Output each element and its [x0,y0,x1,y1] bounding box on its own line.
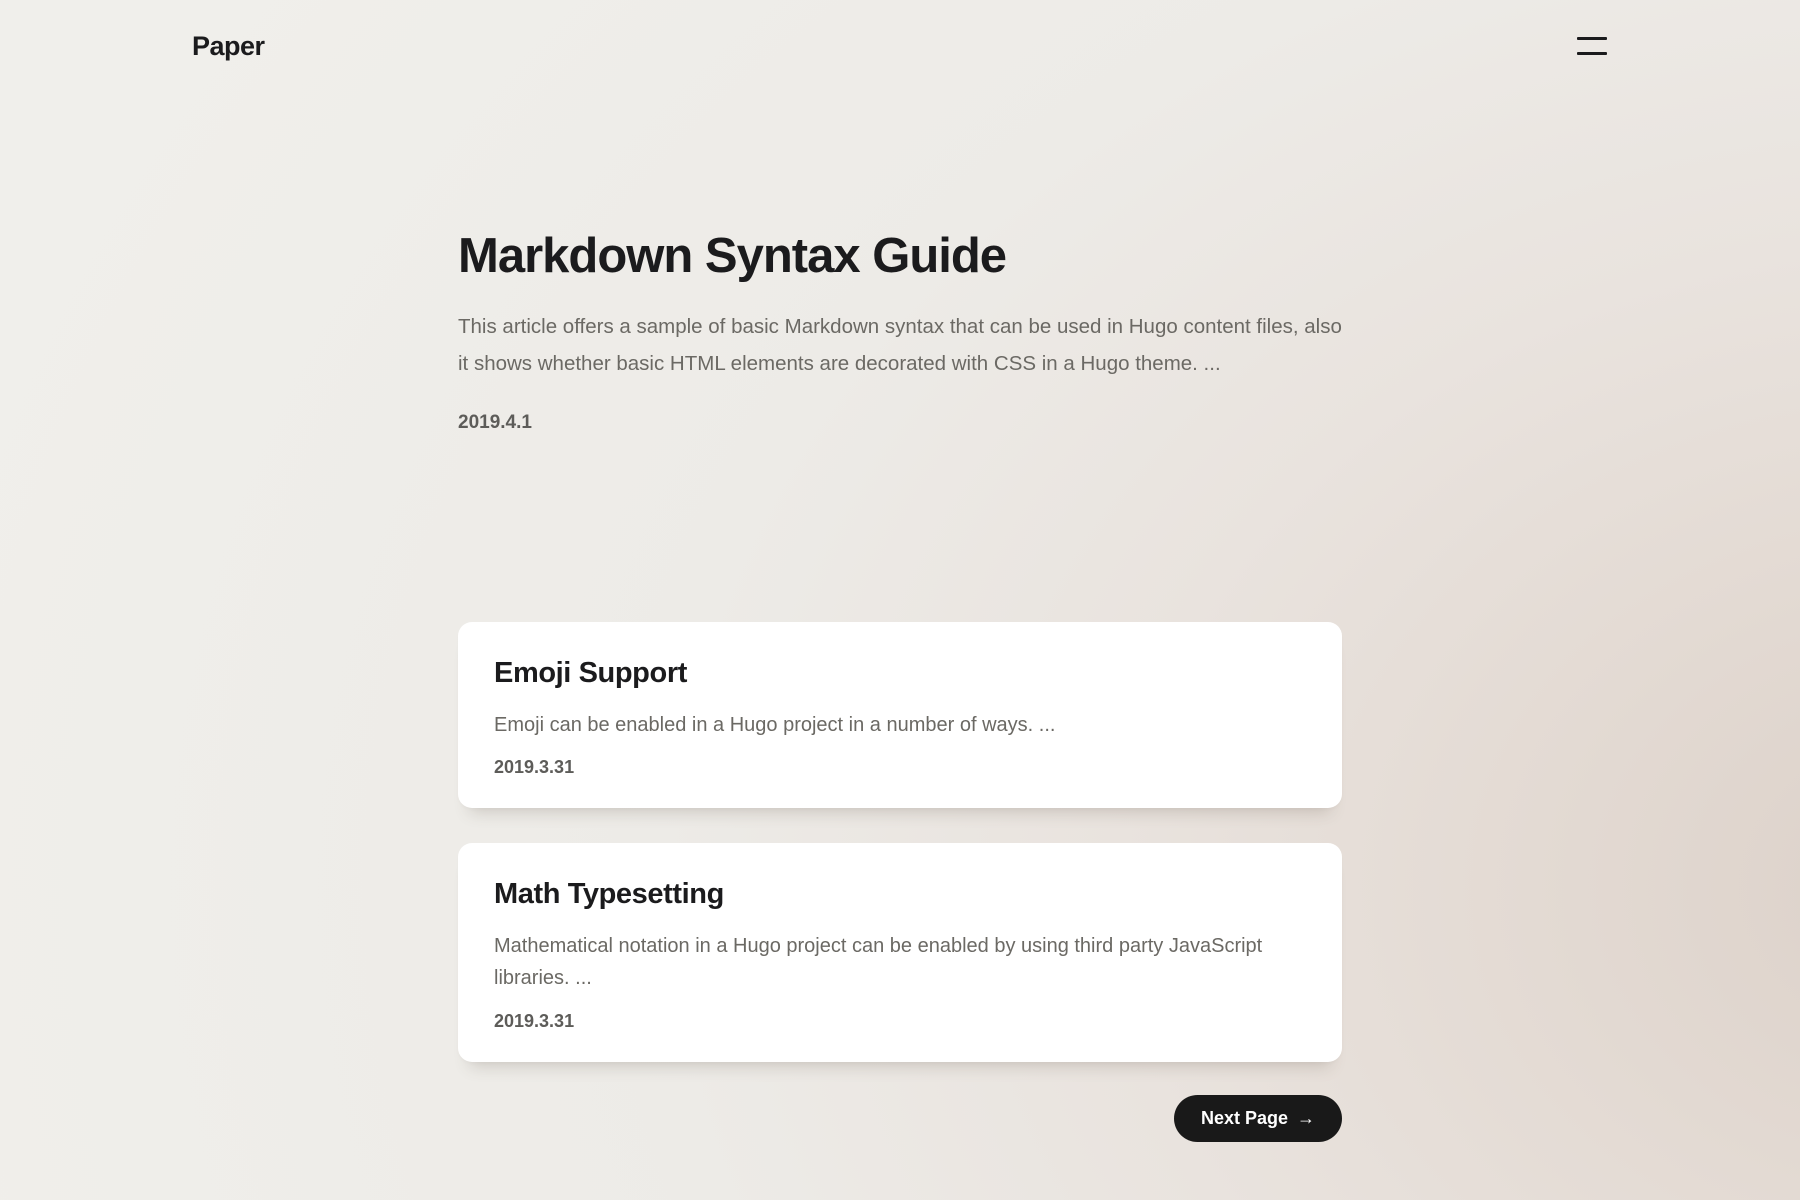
arrow-right-icon: → [1297,1108,1315,1129]
menu-button[interactable] [1576,31,1608,61]
next-page-button[interactable] [1174,1095,1342,1142]
post-date: 2019.3.31 [494,1010,575,1031]
featured-post-title[interactable]: Markdown Syntax Guide [458,229,1007,283]
pagination [458,1095,1342,1142]
post-title[interactable]: Math Typesetting [494,878,724,911]
hamburger-icon [1577,52,1607,55]
post-summary: Mathematical notation in a Hugo project can be enabled by using third party JavaScript libraries. ... [494,935,1263,990]
post-card-math-typesetting[interactable] [458,843,1342,1061]
post-list [458,622,1342,1062]
featured-post-summary: This article offers a sample of basic Markdown syntax that can be used in Hugo content files, also it shows whether basic HTML elements are decorated with CSS in a Hugo theme. ... [458,315,1342,375]
hamburger-icon [1577,37,1607,40]
site-logo[interactable]: Paper [192,30,265,61]
post-title[interactable]: Emoji Support [494,657,687,690]
post-card-emoji-support[interactable] [458,622,1342,808]
post-date: 2019.3.31 [494,757,575,778]
post-summary: Emoji can be enabled in a Hugo project in a number of ways. ... [494,714,1056,736]
featured-post [458,228,1342,434]
next-page-label: Next Page [1200,1107,1288,1128]
main-content [458,228,1342,1142]
site-header [0,0,1800,92]
featured-post-date: 2019.4.1 [458,412,532,434]
